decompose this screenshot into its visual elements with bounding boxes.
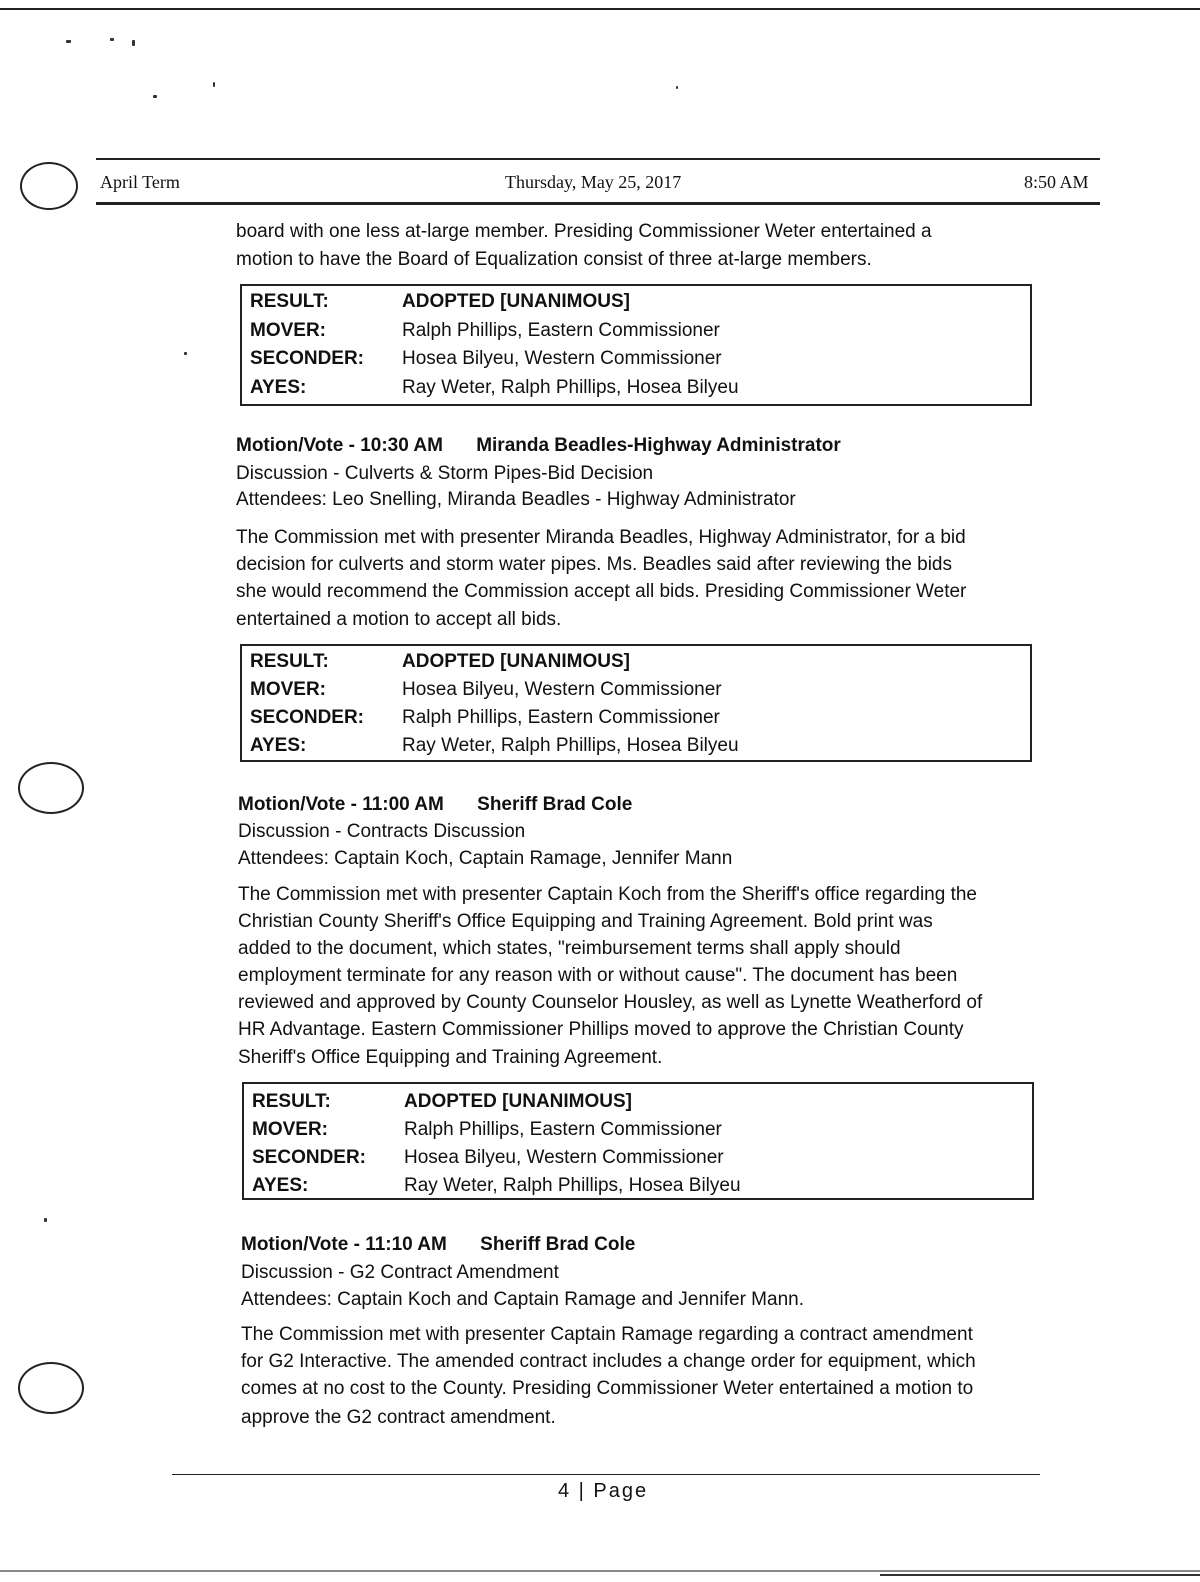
discussion-topic: Contracts Discussion: [346, 821, 526, 842]
ayes-value: Ray Weter, Ralph Phillips, Hosea Bilyeu: [402, 735, 739, 756]
body-line: entertained a motion to accept all bids.: [236, 609, 562, 630]
attendees-line: [236, 486, 796, 514]
seconder-label: SECONDER:: [250, 348, 365, 369]
body-line: The Commission met with presenter Miranda Beadles, Highway Administrator, for a bid: [236, 527, 966, 548]
body-line: The Commission met with presenter Captain Ramage regarding a contract amendment: [241, 1324, 973, 1345]
discussion-topic: G2 Contract Amendment: [349, 1262, 559, 1283]
discussion-label: Discussion -: [241, 1262, 350, 1283]
vote-result-box: [242, 1082, 1034, 1200]
mover-value: Ralph Phillips, Eastern Commissioner: [404, 1119, 722, 1140]
discussion-line: [238, 818, 525, 846]
punch-hole: [18, 762, 84, 814]
body-line: approve the G2 contract amendment.: [241, 1407, 556, 1428]
result-label: RESULT:: [252, 1091, 331, 1112]
discussion-label: Discussion -: [236, 463, 345, 484]
scan-speck: [184, 352, 187, 355]
result-label: RESULT:: [250, 651, 329, 672]
body-line: employment terminate for any reason with or without cause". The document has been: [238, 965, 958, 986]
intro-line: board with one less at-large member. Presiding Commissioner Weter entertained a: [236, 221, 932, 242]
body-line: comes at no cost to the County. Presiding Commissioner Weter entertained a motion to: [241, 1378, 974, 1399]
seconder-label: SECONDER:: [252, 1147, 367, 1168]
motion-presenter: Miranda Beadles-Highway Administrator: [476, 435, 841, 456]
scan-speck: [110, 38, 114, 41]
scan-speck: [213, 82, 215, 87]
scan-speck: [132, 40, 135, 46]
mover-value: Ralph Phillips, Eastern Commissioner: [402, 320, 720, 341]
ayes-label: AYES:: [250, 735, 307, 756]
term-label: April Term: [100, 172, 180, 192]
scan-speck: [676, 86, 678, 89]
attendees-label: Attendees:: [241, 1289, 332, 1310]
header-rule: [96, 202, 1100, 205]
mover-label: MOVER:: [250, 320, 326, 341]
seconder-value: Ralph Phillips, Eastern Commissioner: [402, 707, 720, 728]
attendees-list: Leo Snelling, Miranda Beadles - Highway Administrator: [332, 489, 796, 510]
attendees-line: [238, 845, 732, 873]
motion-time: 11:00 AM: [362, 794, 444, 815]
attendees-list: Captain Koch, Captain Ramage, Jennifer Mann: [334, 848, 733, 869]
punch-hole: [20, 162, 78, 210]
body-line: decision for culverts and storm water pipes. Ms. Beadles said after reviewing the bids: [236, 554, 952, 575]
result-label: RESULT:: [250, 291, 329, 312]
scan-speck: [66, 40, 71, 43]
vote-result-box: [240, 644, 1032, 762]
motion-presenter: Sheriff Brad Cole: [477, 794, 633, 815]
discussion-topic: Culverts & Storm Pipes-Bid Decision: [344, 463, 654, 484]
motion-vote-label: Motion/Vote -: [236, 435, 361, 456]
scan-speck: [44, 1218, 47, 1222]
body-line: added to the document, which states, "reimbursement terms shall apply should: [238, 938, 901, 959]
page-number: 4 | Page: [558, 1480, 649, 1502]
result-value: ADOPTED [UNANIMOUS]: [404, 1091, 632, 1112]
body-line: HR Advantage. Eastern Commissioner Phillips moved to approve the Christian County: [238, 1019, 964, 1040]
punch-hole: [18, 1362, 84, 1414]
ayes-value: Ray Weter, Ralph Phillips, Hosea Bilyeu: [402, 377, 739, 398]
body-line: for G2 Interactive. The amended contract includes a change order for equipment, which: [241, 1351, 976, 1372]
scan-speck: [153, 95, 157, 98]
discussion-label: Discussion -: [238, 821, 347, 842]
vote-result-box: [240, 284, 1032, 406]
motion-time: 10:30 AM: [360, 435, 443, 456]
discussion-line: [241, 1259, 559, 1287]
body-line: she would recommend the Commission accept all bids. Presiding Commissioner Weter: [236, 581, 967, 602]
seconder-value: Hosea Bilyeu, Western Commissioner: [404, 1147, 724, 1168]
mover-label: MOVER:: [252, 1119, 328, 1140]
ayes-label: AYES:: [250, 377, 307, 398]
motion-vote-label: Motion/Vote -: [241, 1234, 366, 1255]
attendees-label: Attendees:: [238, 848, 329, 869]
motion-vote-heading: [236, 432, 841, 460]
body-line: Sheriff's Office Equipping and Training Agreement.: [238, 1047, 663, 1068]
mover-value: Hosea Bilyeu, Western Commissioner: [402, 679, 722, 700]
body-line: Christian County Sheriff's Office Equipping and Training Agreement. Bold print was: [238, 911, 933, 932]
ayes-label: AYES:: [252, 1175, 309, 1196]
result-value: ADOPTED [UNANIMOUS]: [402, 291, 630, 312]
discussion-line: [236, 460, 653, 488]
body-line: reviewed and approved by County Counselor Housley, as well as Lynette Weatherford of: [238, 992, 983, 1013]
motion-vote-label: Motion/Vote -: [238, 794, 363, 815]
motion-time: 11:10 AM: [365, 1234, 447, 1255]
motion-vote-heading: [241, 1231, 635, 1259]
intro-line: motion to have the Board of Equalization consist of three at-large members.: [236, 249, 872, 270]
result-value: ADOPTED [UNANIMOUS]: [402, 651, 630, 672]
ayes-value: Ray Weter, Ralph Phillips, Hosea Bilyeu: [404, 1175, 741, 1196]
header-rule: [96, 158, 1100, 160]
motion-presenter: Sheriff Brad Cole: [480, 1234, 636, 1255]
footer-rule: [172, 1474, 1040, 1475]
body-line: The Commission met with presenter Captain Koch from the Sheriff's office regarding the: [238, 884, 977, 905]
motion-vote-heading: [238, 791, 632, 819]
scan-bottom-edge: [880, 1574, 1200, 1576]
attendees-label: Attendees:: [236, 489, 327, 510]
meeting-date: Thursday, May 25, 2017: [505, 172, 682, 192]
scan-bottom-edge: [0, 1570, 1200, 1572]
seconder-label: SECONDER:: [250, 707, 365, 728]
attendees-line: [241, 1286, 804, 1314]
seconder-value: Hosea Bilyeu, Western Commissioner: [402, 348, 722, 369]
attendees-list: Captain Koch and Captain Ramage and Jennifer Mann.: [337, 1289, 804, 1310]
mover-label: MOVER:: [250, 679, 326, 700]
meeting-time: 8:50 AM: [1024, 172, 1089, 192]
scan-top-edge: [0, 8, 1200, 10]
